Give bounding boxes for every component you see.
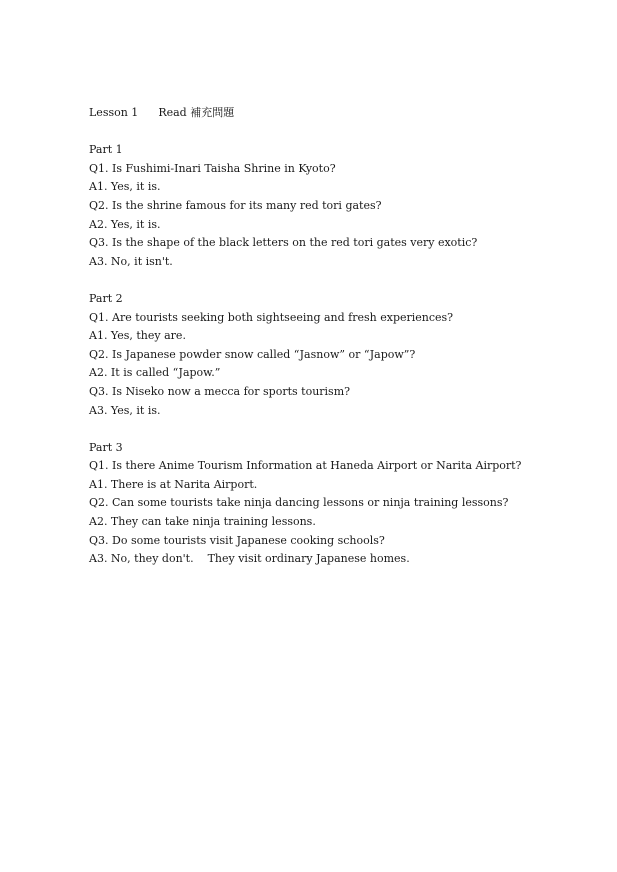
answer-line: A2. They can take ninja training lessons.	[89, 515, 316, 529]
part-2	[89, 290, 589, 420]
answer-line: A2. Yes, it is.	[89, 217, 161, 231]
answer-line: A3. No, they don't. They visit ordinary Japanese homes.	[89, 552, 410, 566]
question-line: Q2. Is the shrine famous for its many red tori gates?	[89, 198, 382, 212]
question-line: Q1. Is Fushimi-Inari Taisha Shrine in Kyoto?	[89, 161, 336, 175]
part-heading: Part 1	[89, 143, 123, 157]
part-heading: Part 2	[89, 291, 123, 305]
part-1	[89, 141, 589, 271]
question-line: Q2. Can some tourists take ninja dancing lessons or ninja training lessons?	[89, 496, 509, 510]
document-content	[89, 104, 589, 569]
question-line: Q1. Are tourists seeking both sightseeing and fresh experiences?	[89, 310, 454, 324]
part-3	[89, 439, 589, 569]
question-line: Q3. Do some tourists visit Japanese cooking schools?	[89, 533, 385, 547]
question-line: Q3. Is Niseko now a mecca for sports tourism?	[89, 384, 351, 398]
lesson-number: Lesson 1	[89, 106, 139, 119]
answer-line: A2. It is called “Japow.”	[89, 366, 221, 380]
lesson-title	[89, 104, 589, 123]
lesson-subtitle: Read 補充問題	[158, 106, 235, 119]
question-line: Q3. Is the shape of the black letters on the red tori gates very exotic?	[89, 236, 478, 250]
answer-line: A1. Yes, they are.	[89, 329, 186, 343]
answer-line: A3. Yes, it is.	[89, 403, 161, 417]
answer-line: A1. There is at Narita Airport.	[89, 477, 258, 491]
part-heading: Part 3	[89, 440, 123, 454]
question-line: Q1. Is there Anime Tourism Information at Haneda Airport or Narita Airport?	[89, 459, 522, 473]
answer-line: A1. Yes, it is.	[89, 180, 161, 194]
answer-line: A3. No, it isn't.	[89, 254, 173, 268]
question-line: Q2. Is Japanese powder snow called “Jasnow” or “Japow”?	[89, 347, 416, 361]
